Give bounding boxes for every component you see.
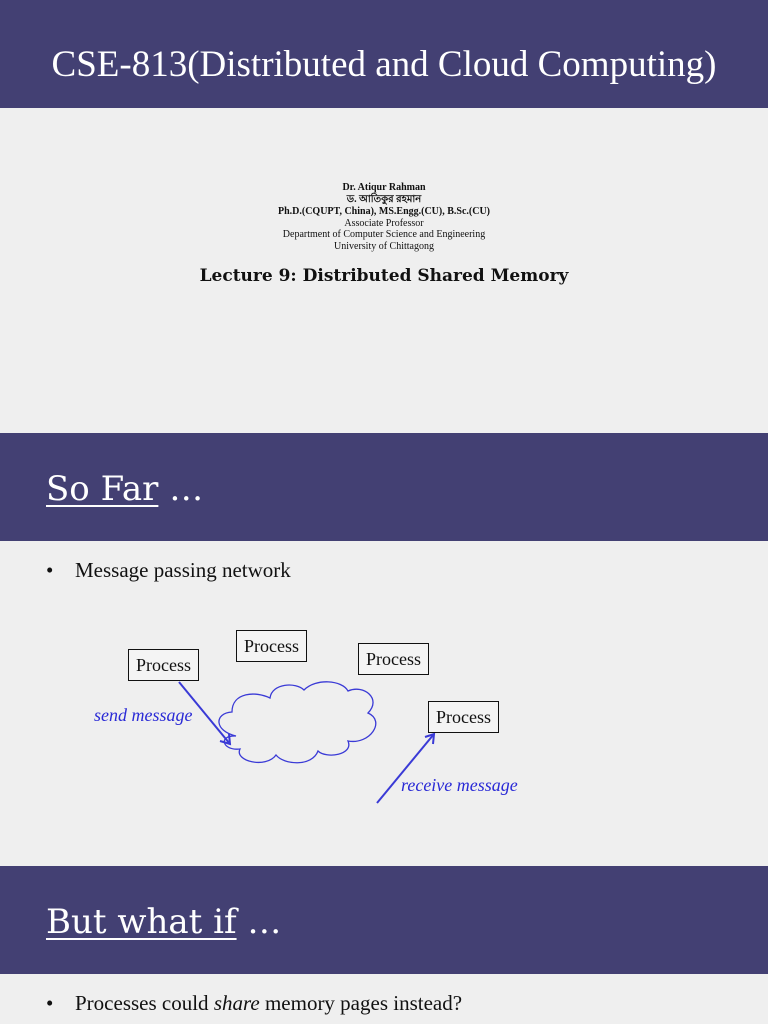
bullet-dot-icon: • [46, 558, 54, 582]
bullet-item [46, 991, 462, 1016]
slide-heading-but-what-if [46, 902, 281, 942]
title-slide-body [0, 108, 768, 433]
process-box-1: Process [128, 649, 199, 681]
author-university: University of Chittagong [334, 241, 434, 252]
bullet-text: Message passing network [75, 558, 291, 582]
author-name-native: ড. আতিকুর রহমান [346, 194, 422, 205]
bullet-text-post: memory pages instead? [259, 991, 463, 1015]
author-degrees: Ph.D.(CQUPT, China), MS.Engg.(CU), B.Sc.(CU) [277, 206, 491, 217]
bullet-dot-icon: • [46, 991, 54, 1015]
message-passing-diagram [0, 541, 768, 866]
process-box-3: Process [358, 643, 429, 675]
course-title: CSE-813(Distributed and Cloud Computing) [51, 44, 717, 85]
send-message-label: send message [94, 705, 193, 725]
author-department: Department of Computer Science and Engineering [282, 229, 486, 240]
heading-ellipsis: … [236, 902, 282, 942]
heading-underlined-text: But what if [46, 902, 237, 942]
receive-message-label: receive message [401, 775, 518, 795]
so-far-band [0, 433, 768, 541]
but-what-if-body [0, 974, 768, 1024]
so-far-body [0, 541, 768, 866]
but-what-if-band [0, 866, 768, 974]
process-box-4: Process [428, 701, 499, 733]
process-box-2: Process [236, 630, 307, 662]
lecture-title: Lecture 9: Distributed Shared Memory [199, 266, 569, 286]
bullet-text-emphasis: share [213, 991, 260, 1015]
heading-ellipsis: … [158, 469, 204, 509]
bullet-text-pre: Processes could [75, 991, 214, 1015]
author-position: Associate Professor [344, 218, 424, 229]
slide-heading-so-far [46, 469, 203, 509]
network-cloud-icon [219, 682, 376, 763]
author-name: Dr. Atiqur Rahman [342, 182, 426, 193]
title-band [0, 0, 768, 108]
heading-underlined-text: So Far [46, 469, 159, 509]
